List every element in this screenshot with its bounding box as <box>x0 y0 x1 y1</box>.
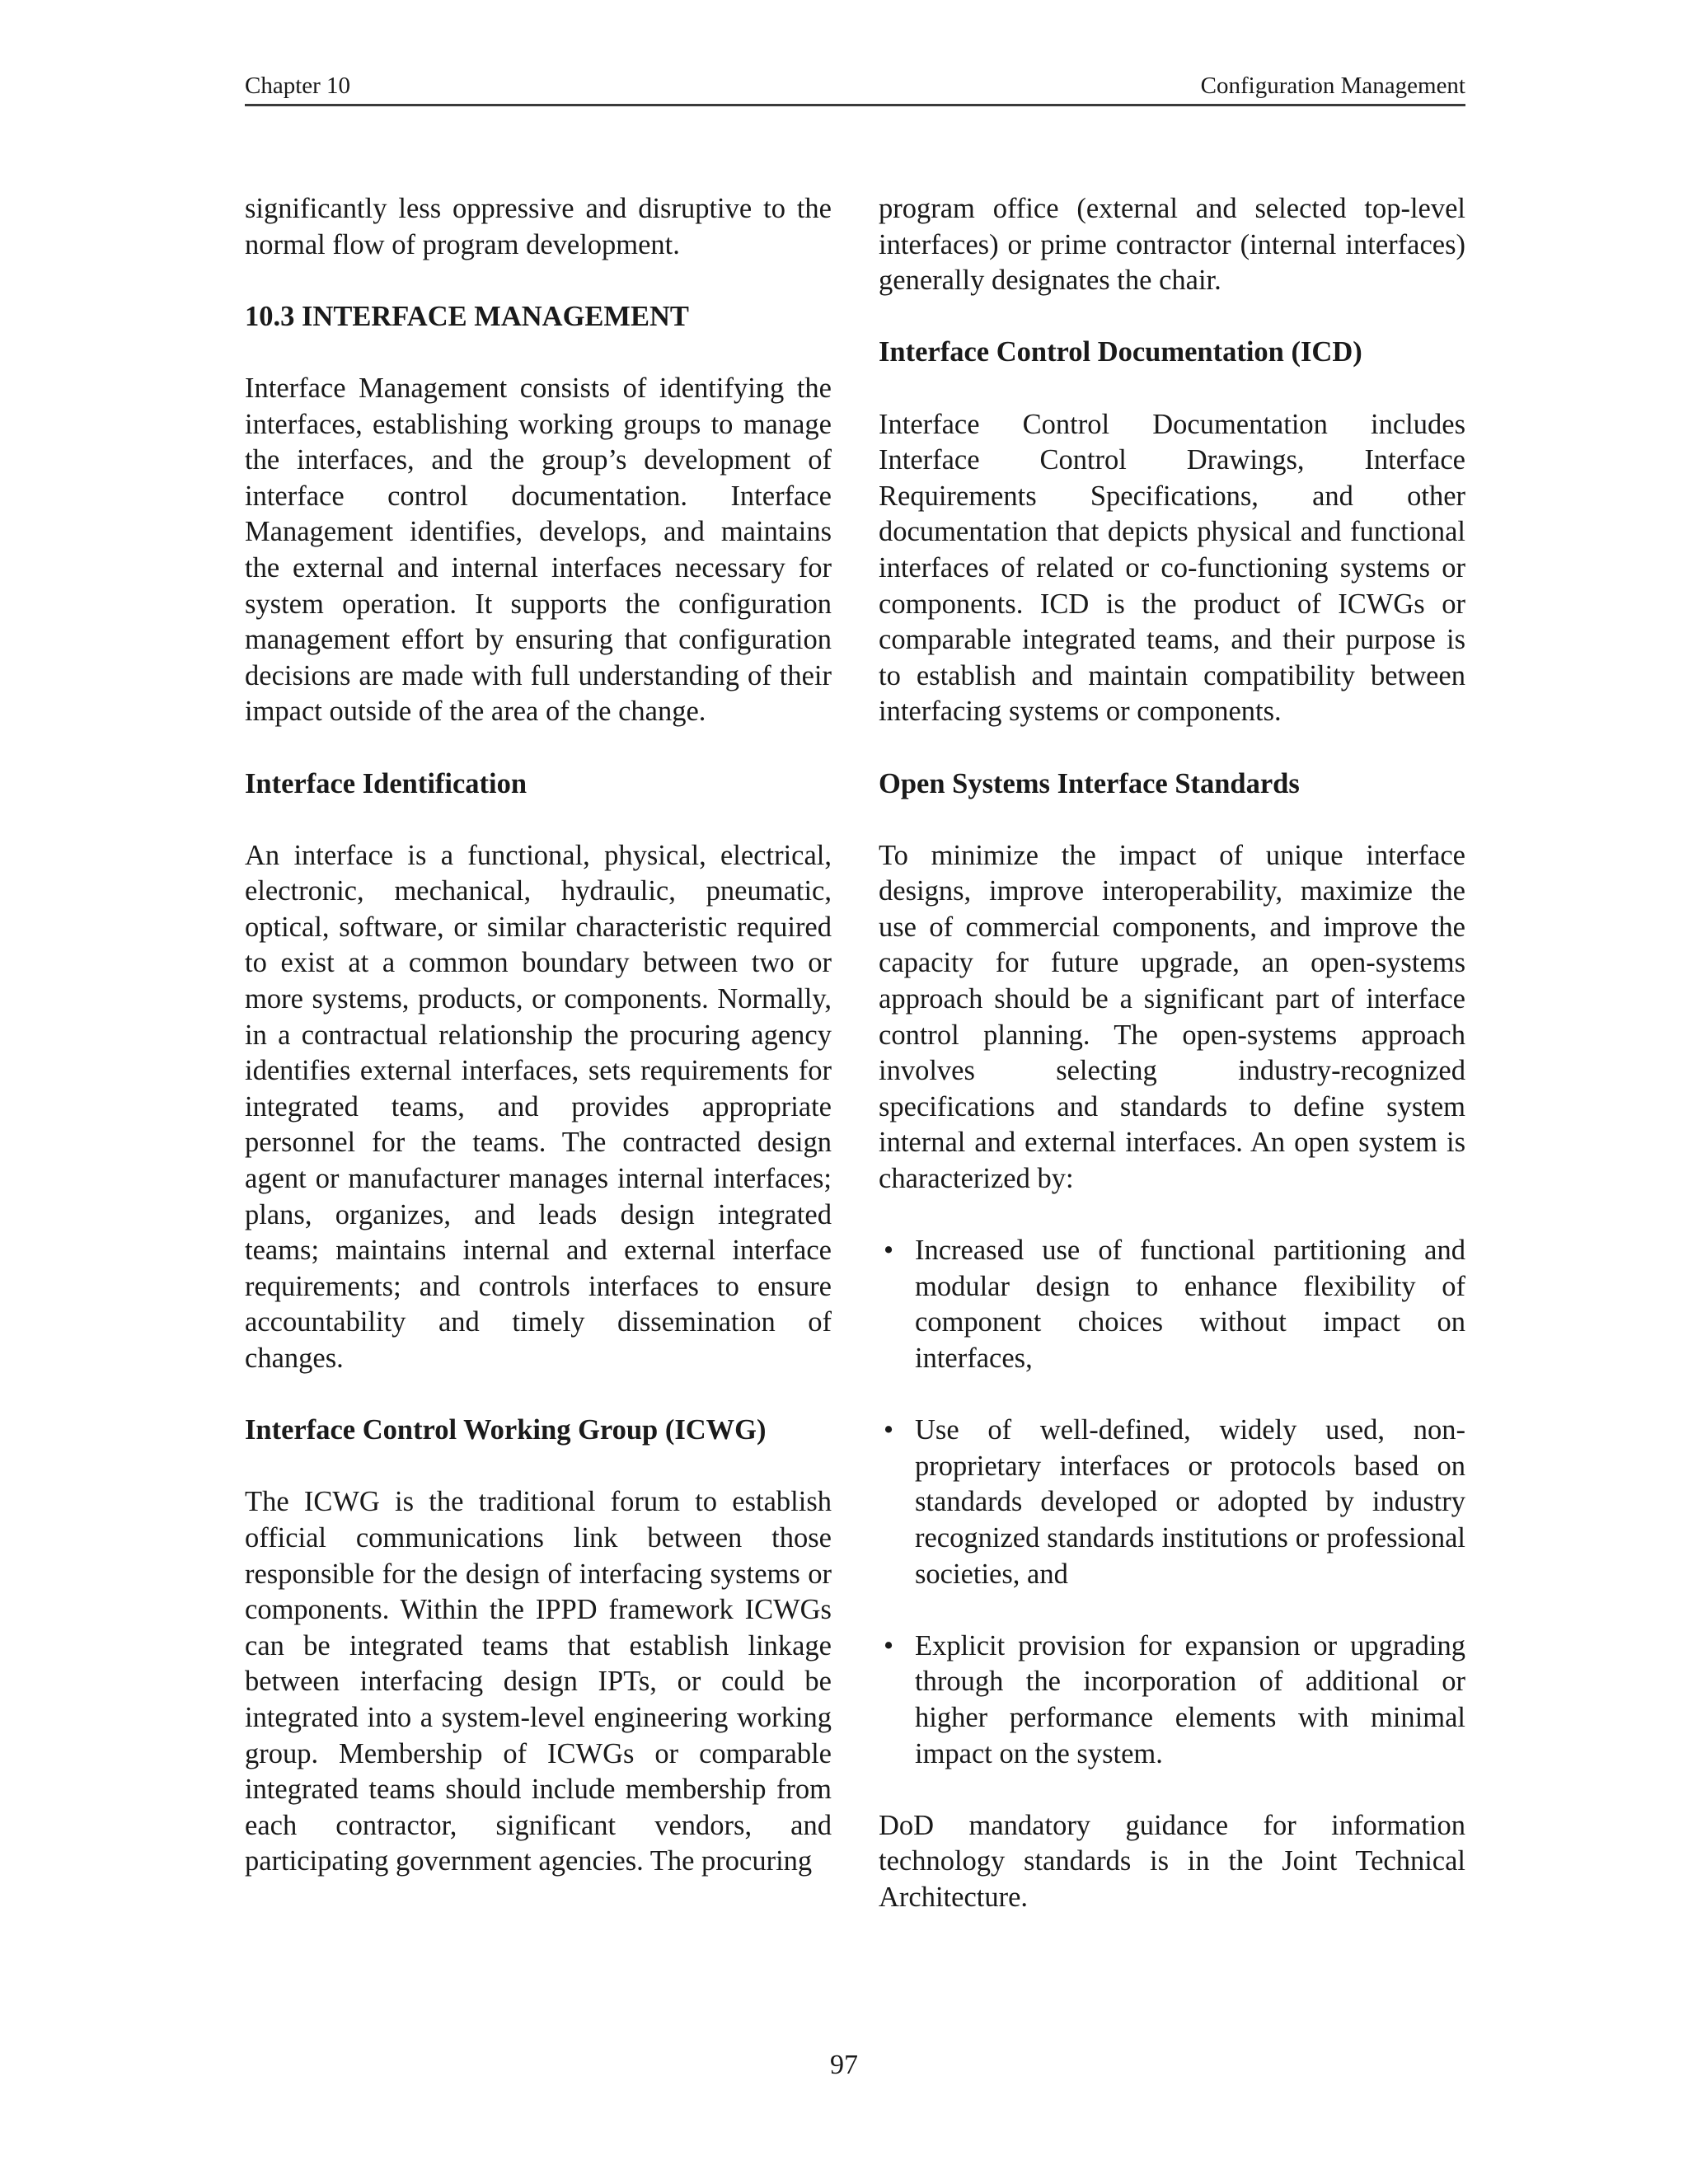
heading-interface-identification: Interface Identification <box>245 767 528 799</box>
paragraph-open-systems: To minimize the impact of unique interface designs, improve interoperability, maximize the use of commercial components, and improve the capacity for future upgrade, an open-systems approach should be a significant part of interface control planning. The open-systems approach involves selecting industry-recognized specifications and standards to define system internal and external interfaces. An open system is characterized by: <box>879 839 1465 1195</box>
list-item <box>879 1413 1465 1592</box>
paragraph-interface-identification: An interface is a functional, physical, electrical, electronic, mechanical, hydraulic, pneumatic, optical, software, or similar characteristic required to exist at a common boundary between two or more systems, products, or components. Normally, in a contractual relationship the procuring agency identifies external interfaces, sets requirements for integrated teams, and provides appropriate personnel for the teams. The contracted design agent or manufacturer manages internal interfaces; plans, organizes, and leads design integrated teams; maintains internal and external interface requirements; and controls interfaces to ensure accountability and timely dissemination of changes. <box>245 839 832 1374</box>
bullet-icon: • <box>883 1235 894 1267</box>
list-item <box>879 1629 1465 1772</box>
page-number: 97 <box>830 2050 858 2080</box>
list-item-text: Use of well-defined, widely used, non-proprietary interfaces or protocols based on standards developed or adopted by industry recognized standards institutions or professional societies, and <box>915 1414 1465 1590</box>
list-item-text: Increased use of functional partitioning and modular design to enhance flexibility of component choices without impact on interfaces, <box>915 1235 1465 1374</box>
running-header <box>245 68 1465 106</box>
paragraph-icwg: The ICWG is the traditional forum to establish official communications link between those responsible for the design of interfacing systems or components. Within the IPPD framework ICWGs can be integrated teams that establish linkage between interfacing design IPTs, or could be integrated into a system-level engineering working group. Membership of ICWGs or comparable integrated teams should include membership from each contractor, significant vendors, and participating government agencies. The procuring <box>245 1486 832 1877</box>
list-item <box>879 1233 1465 1376</box>
chapter-title: Configuration Management <box>1200 73 1465 99</box>
heading-icwg: Interface Control Working Group (ICWG) <box>245 1414 767 1446</box>
bullet-icon: • <box>883 1629 894 1661</box>
chapter-label: Chapter 10 <box>245 73 351 99</box>
paragraph-continued-right: program office (external and selected top-level interfaces) or prime contractor (internal interfaces) generally designates the chair. <box>879 193 1465 297</box>
paragraph-continued-left: significantly less oppressive and disruptive to the normal flow of program development. <box>245 193 832 260</box>
paragraph-interface-management: Interface Management consists of identifying the interfaces, establishing working groups to manage the interfaces, and the group’s development of interface control documentation. Interface Management identifies, develops, and maintains the external and internal interfaces necessary for system operation. It supports the configuration management effort by ensuring that configuration decisions are made with full understanding of their impact outside of the area of the change. <box>245 372 832 728</box>
bullet-icon: • <box>883 1414 894 1446</box>
section-heading-interface-management: 10.3 INTERFACE MANAGEMENT <box>245 300 689 332</box>
heading-open-systems: Open Systems Interface Standards <box>879 767 1300 799</box>
paragraph-icd: Interface Control Documentation includes Interface Control Drawings, Interface Requirements Specifications, and other documentation that depicts physical and functional interfaces of related or co-functioning systems or components. ICD is the product of ICWGs or comparable integrated teams, and their purpose is to establish and maintain compatibility between interfacing systems or components. <box>879 408 1465 728</box>
list-item-text: Explicit provision for expansion or upgrading through the incorporation of additional or higher performance elements with minimal impact on the system. <box>915 1629 1465 1769</box>
paragraph-dod-guidance: DoD mandatory guidance for information technology standards is in the Joint Technical Architecture. <box>879 1809 1465 1913</box>
heading-icd: Interface Control Documentation (ICD) <box>879 336 1362 368</box>
left-column <box>245 191 832 1916</box>
open-system-characteristics-list <box>879 1233 1465 1772</box>
right-column <box>879 191 1465 1952</box>
